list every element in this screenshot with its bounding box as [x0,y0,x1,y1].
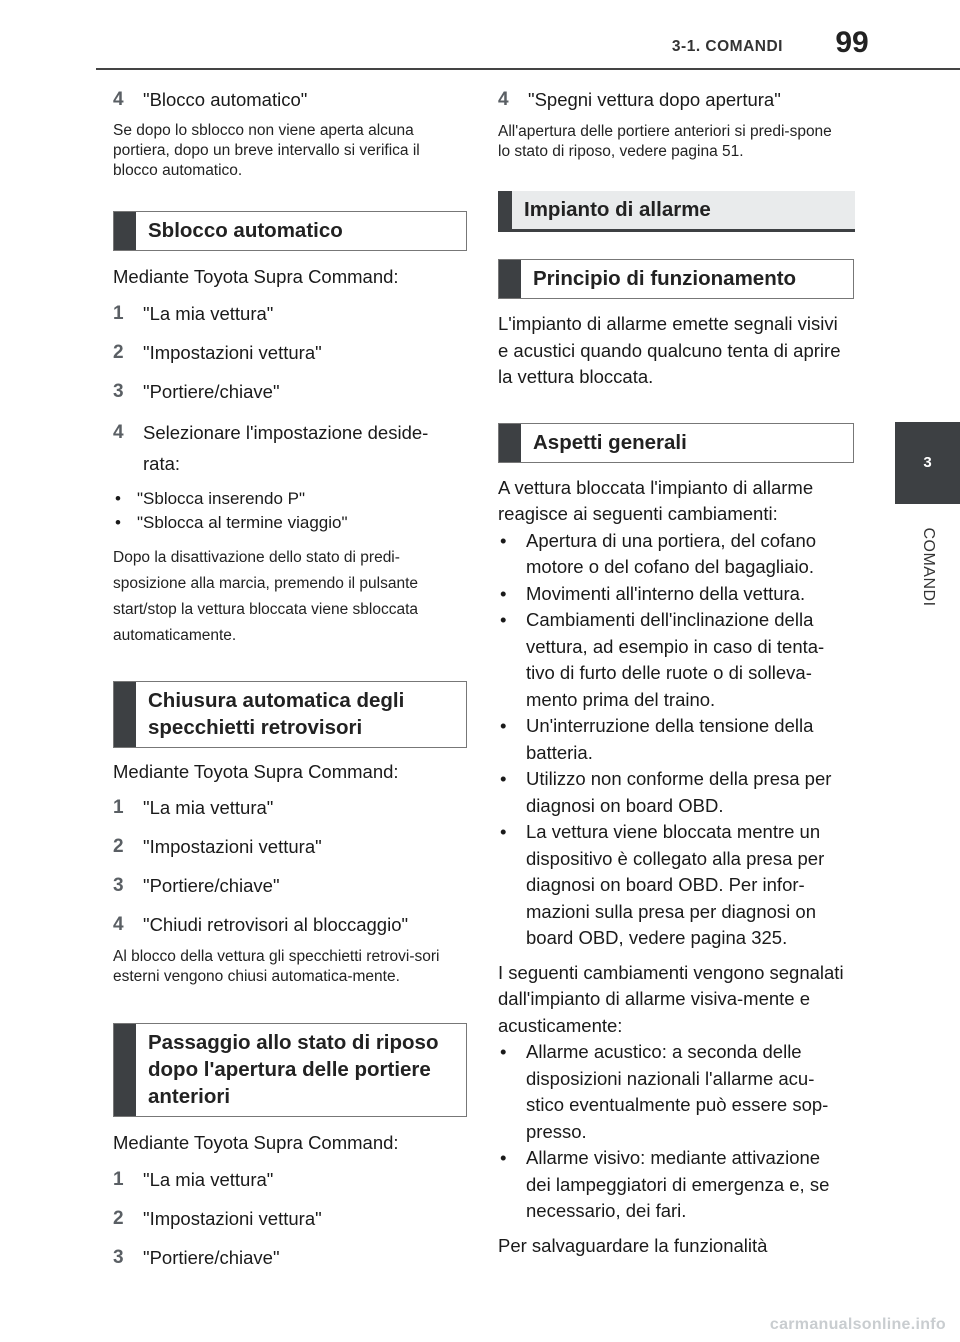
step-label: "Impostazioni vettura" [143,341,322,363]
step-label: "La mia vettura" [143,302,274,324]
note-text: All'apertura delle portiere anteriori si predi-spone lo stato di riposo, vedere pagina 51. [498,123,832,160]
step-number: 1 [113,302,124,324]
step-item [113,339,473,366]
section-heading [113,681,467,748]
step-item [113,1166,473,1193]
heading-bar [498,191,512,229]
chapter-tab: 3 [895,422,960,504]
bullet-text: Allarme visivo: mediante attivazione dei lampeggiatori di emergenza e, se necessario, dei fari. [526,1147,830,1221]
step-number: 4 [113,89,124,110]
section-heading [113,1023,467,1117]
note-text: Dopo la disattivazione dello stato di predi-sposizione alla marcia, premendo il pulsante start/stop la vettura bloccata viene sbloccata automaticamente. [113,548,418,644]
step-item [113,911,473,938]
right-column [498,86,858,1259]
header-rule [96,68,960,70]
body-text: I seguenti cambiamenti vengono segnalati dall'impianto di allarme visiva-mente e acusticamente: [498,961,844,1036]
bullet-item: • Cambiamenti dell'inclinazione della vettura, ad esempio in caso di tenta-tivo di furto delle ruote o di solleva-mento prima del traino. [498,607,858,713]
lead-text: Mediante Toyota Supra Command: [113,266,399,287]
step-label: Selezionare l'impostazione deside-rata: [143,421,429,474]
bullet-item: • Apertura di una portiera, del cofano motore o del cofano del bagagliaio. [498,528,858,581]
step-number: 1 [113,797,124,818]
step-number: 3 [113,1246,124,1268]
bullet-text: Cambiamenti dell'inclinazione della vettura, ad esempio in caso di tenta-tivo di furto delle ruote o di solleva-mento prima del traino. [526,609,825,710]
step-label: "Impostazioni vettura" [143,836,322,857]
note-text: Al blocco della vettura gli specchietti retrovi-sori esterni vengono chiusi automatica-mente. [113,948,440,985]
step-item [113,872,473,899]
step-item [113,300,473,327]
bullet-text: Apertura di una portiera, del cofano motore o del cofano del bagagliaio. [526,529,817,577]
step-label: "Portiere/chiave" [143,1246,280,1268]
heading-text: Passaggio allo stato di riposo dopo l'apertura delle portiere anteriori [148,1031,439,1108]
body-text: L'impianto di allarme emette segnali visivi e acustici quando qualcuno tenta di aprire la vettura bloccata. [498,313,841,387]
bullet-text: Movimenti all'interno della vettura. [526,582,806,604]
step-item [113,833,473,860]
step-number: 4 [113,421,124,443]
step-item [113,378,473,405]
step-item [113,86,473,113]
bullet-text: Un'interruzione della tensione della batteria. [526,715,814,763]
step-label: "Impostazioni vettura" [143,1207,322,1229]
step-label: "La mia vettura" [143,797,274,818]
heading-bar [114,212,136,250]
step-number: 2 [113,836,124,857]
heading-bar [499,260,521,298]
bullet-item: • Allarme acustico: a seconda delle disposizioni nazionali l'allarme acu-stico eventualmente può essere sop-presso. [498,1039,858,1145]
bullet-item: • "Sblocca inserendo P" [113,487,473,511]
heading-text: Principio di funzionamento [533,267,797,290]
watermark: carmanualsonline.info [769,1316,946,1333]
step-number: 3 [113,380,124,402]
section-title: 3-1. COMANDI [671,38,783,55]
bullet-text: Utilizzo non conforme della presa per diagnosi on board OBD. [526,768,832,816]
page-number: 99 [835,26,869,59]
section-heading [113,211,467,251]
step-item [113,1205,473,1232]
left-column [113,86,473,1271]
step-label: "La mia vettura" [143,1168,274,1190]
heading-text: Impianto di allarme [524,198,711,221]
lead-text: Mediante Toyota Supra Command: [113,760,399,782]
chapter-tab-label: COMANDI [920,527,937,607]
bullet-text: "Sblocca inserendo P" [137,488,305,508]
step-number: 4 [498,89,509,110]
step-label: "Chiudi retrovisori al bloccaggio" [143,914,409,935]
step-number: 2 [113,1207,124,1229]
section-heading [498,259,854,299]
heading-bar [114,682,136,747]
note-text: Se dopo lo sblocco non viene aperta alcuna portiera, dopo un breve intervallo si verifica il blocco automatico. [113,122,420,179]
heading-text: Chiusura automatica degli specchietti retrovisori [148,688,405,739]
body-text: A vettura bloccata l'impianto di allarme reagisce ai seguenti cambiamenti: [498,476,814,524]
bullet-item: • Un'interruzione della tensione della batteria. [498,713,858,766]
bullet-text: La vettura viene bloccata mentre un dispositivo è collegato alla presa per diagnosi on board OBD. Per infor-mazioni sulla presa per diagnosi on board OBD, vedere pagina 325. [526,821,825,948]
step-label: "Portiere/chiave" [143,380,280,402]
bullet-item: • Utilizzo non conforme della presa per diagnosi on board OBD. [498,766,858,819]
step-number: 4 [113,914,124,935]
section-heading [498,423,854,463]
chapter-heading [498,191,855,232]
bullet-item: • Movimenti all'interno della vettura. [498,581,858,608]
lead-text: Mediante Toyota Supra Command: [113,1132,399,1153]
step-item [498,86,858,113]
bullet-item: • "Sblocca al termine viaggio" [113,511,473,535]
heading-bar [499,424,521,462]
bullet-text: Allarme acustico: a seconda delle disposizioni nazionali l'allarme acu-stico eventualmente può essere sop-presso. [526,1041,829,1142]
step-item [113,1244,473,1271]
step-label: "Spegni vettura dopo apertura" [528,89,781,110]
step-number: 3 [113,875,124,896]
bullet-item: • Allarme visivo: mediante attivazione dei lampeggiatori di emergenza e, se necessario, dei fari. [498,1145,858,1225]
step-item [113,417,473,479]
step-number: 1 [113,1168,124,1190]
bullet-item: • La vettura viene bloccata mentre un dispositivo è collegato alla presa per diagnosi on board OBD. Per infor-mazioni sulla presa per diagnosi on board OBD, vedere pagina 325. [498,819,858,952]
heading-text: Sblocco automatico [148,219,343,242]
step-item [113,794,473,821]
heading-bar [114,1024,136,1116]
body-text: Per salvaguardare la funzionalità [498,1234,768,1256]
heading-text: Aspetti generali [533,430,687,454]
step-number: 2 [113,341,124,363]
bullet-text: "Sblocca al termine viaggio" [137,512,348,532]
step-label: "Blocco automatico" [143,89,308,110]
step-label: "Portiere/chiave" [143,875,280,896]
